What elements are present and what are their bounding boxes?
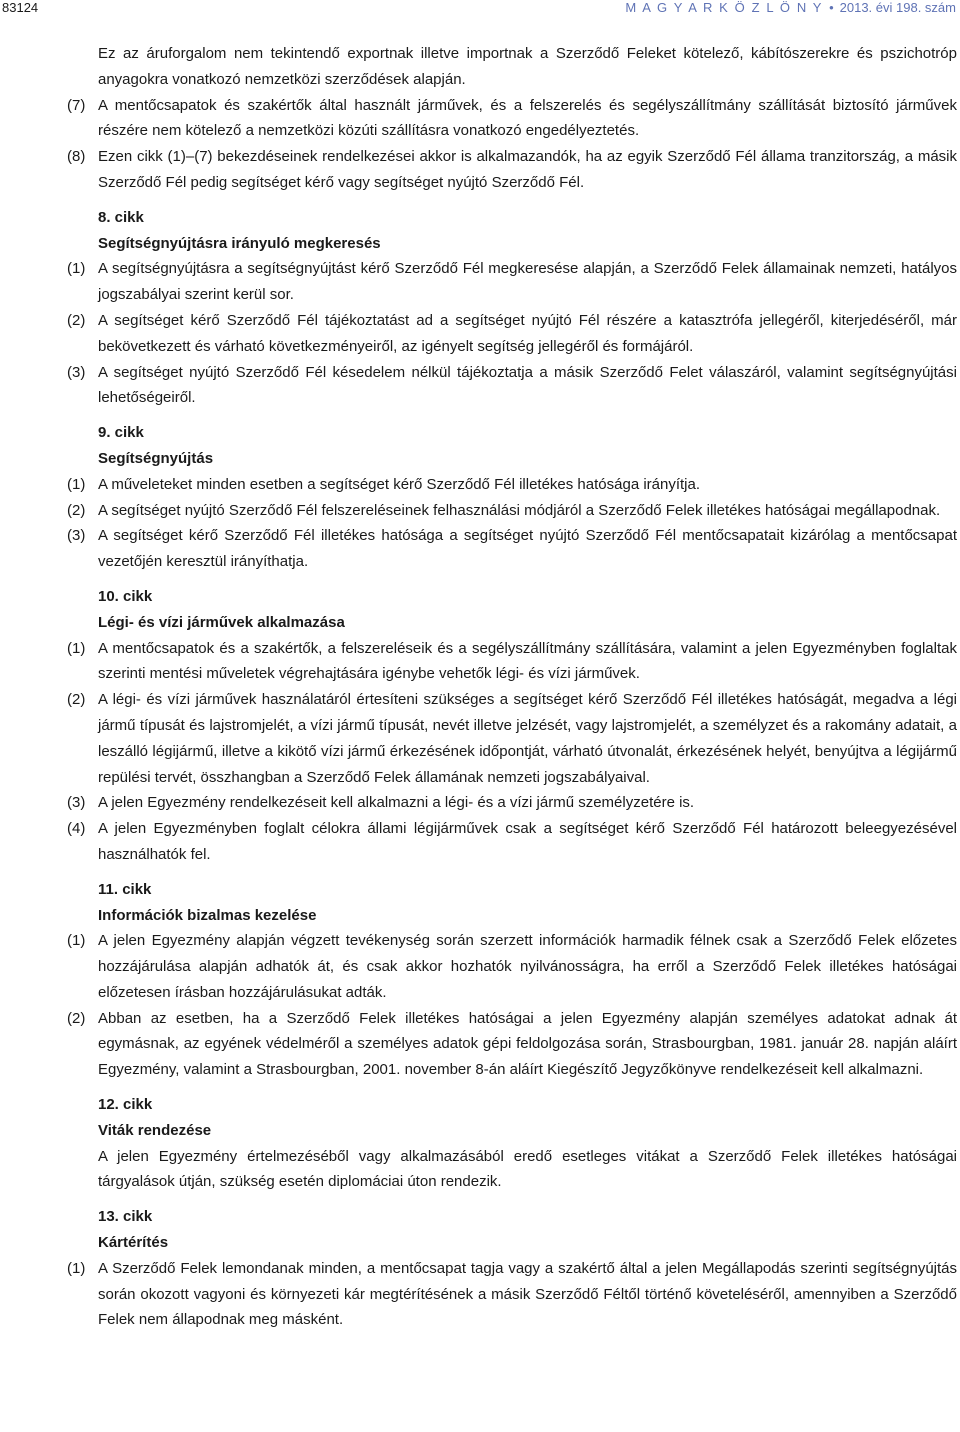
paragraph bbox=[67, 790, 957, 816]
article-heading bbox=[67, 1092, 957, 1144]
paragraph-text: A segítségnyújtásra a segítségnyújtást kérő Szerződő Fél megkeresése alapján, a Szerződő Felek államainak nemzeti, hatályos jogszabályai szerint kerül sor. bbox=[98, 260, 957, 304]
issue-number: 2013. évi 198. szám bbox=[839, 0, 956, 15]
paragraph-text: A jelen Egyezmény rendelkezéseit kell alkalmazni a légi- és a vízi jármű személyzetére is. bbox=[98, 794, 695, 812]
paragraph bbox=[67, 93, 957, 145]
paragraph-text: A segítséget nyújtó Szerződő Fél késedelem nélkül tájékoztatja a másik Szerződő Felet válaszáról, valamint segítségnyújtási lehetőségeiről. bbox=[98, 363, 957, 407]
header-bullet: • bbox=[829, 0, 834, 15]
article-section bbox=[67, 1204, 957, 1333]
publication-info bbox=[625, 0, 956, 16]
paragraph bbox=[67, 472, 957, 498]
article-title: Segítségnyújtásra irányuló megkeresés bbox=[98, 234, 381, 252]
article-number: 9. cikk bbox=[98, 424, 144, 442]
article-section bbox=[67, 584, 957, 868]
article-section bbox=[67, 205, 957, 411]
page-number: 83124 bbox=[2, 0, 39, 15]
paragraph-text: A mentőcsapatok és a szakértők, a felszereléseik és a segélyszállítmány szállítására, valamint a jelen Egyezményben foglaltak szerinti mentési műveletek végrehajtására igénybe vehetők légi- és vízi járművek. bbox=[98, 639, 957, 683]
article-title: Kártérítés bbox=[98, 1234, 169, 1252]
paragraph bbox=[67, 144, 957, 196]
paragraph bbox=[67, 523, 957, 575]
article-section bbox=[67, 41, 957, 196]
article-title: Segítségnyújtás bbox=[98, 449, 214, 467]
paragraph-number: (2) bbox=[67, 311, 86, 329]
paragraph bbox=[67, 1144, 957, 1196]
paragraph-number: (3) bbox=[67, 794, 86, 812]
paragraph-number: (3) bbox=[67, 363, 86, 381]
paragraph-number: (1) bbox=[67, 1259, 86, 1277]
paragraph bbox=[67, 928, 957, 1005]
article-title: Információk bizalmas kezelése bbox=[98, 906, 317, 924]
paragraph-text: Abban az esetben, ha a Szerződő Felek illetékes hatóságai a jelen Egyezmény alapján személyes adatokat adnak át egymásnak, az egyének védelméről a személyes adatok gépi feldolgozása során, Strasbourgban, 1981. január 28. napján aláírt Egyezmény, valamint a Strasbourgban, 2001. november 8-án aláírt Kiegészítő Jegyzőkönyve rendelkezéseit kell alkalmazni. bbox=[98, 1009, 957, 1079]
paragraph bbox=[67, 360, 957, 412]
article-number: 8. cikk bbox=[98, 208, 144, 226]
page-header bbox=[0, 0, 960, 18]
article-heading bbox=[67, 584, 957, 636]
article-section bbox=[67, 1092, 957, 1195]
article-section bbox=[67, 420, 957, 575]
paragraph-text: A jelen Egyezmény alapján végzett tevékenység során szerzett információk harmadik félnek csak a Szerződő Felek előzetes hozzájárulása alapján adhatók át, és csak akkor hozhatók nyilvánosságra, ha erről a Szerződő Felek illetékes hatóságai előzetesen írásban hozzájárulásukat adták. bbox=[98, 932, 957, 1001]
paragraph-text: Ezen cikk (1)–(7) bekezdéseinek rendelkezései akkor is alkalmazandók, ha az egyik Szerződő Fél állama tranzitország, a másik Szerződő Fél pedig segítséget kérő vagy segítséget nyújtó Szerződő Fél. bbox=[98, 148, 957, 191]
paragraph-text: A segítséget kérő Szerződő Fél illetékes hatósága a segítséget nyújtó Szerződő Fél mentőcsapatait kizárólag a mentőcsapat vezetőjén keresztül irányíthatja. bbox=[98, 527, 957, 571]
paragraph-number: (3) bbox=[67, 527, 86, 545]
paragraph-text: A Szerződő Felek lemondanak minden, a mentőcsapat tagja vagy a szakértő által a jelen Megállapodás szerinti segítségnyújtás során okozott vagyoni és környezeti kár megtérítésének a másik Szerződő Féltől történő követeléséről, amennyiben a Szerződő Felek nem állapodnak meg másként. bbox=[98, 1259, 957, 1329]
article-number: 12. cikk bbox=[98, 1096, 153, 1114]
paragraph bbox=[67, 256, 957, 308]
paragraph-text: A jelen Egyezményben foglalt célokra állami légijárművek csak a segítséget kérő Szerződő Fél határozott beleegyezésével használhatók fel. bbox=[98, 820, 957, 863]
paragraph-number: (2) bbox=[67, 1009, 86, 1027]
article-number: 11. cikk bbox=[98, 880, 152, 898]
paragraph-number: (1) bbox=[67, 639, 86, 657]
paragraph bbox=[67, 687, 957, 790]
article-heading bbox=[67, 205, 957, 257]
paragraph bbox=[67, 41, 957, 93]
paragraph bbox=[67, 816, 957, 868]
article-heading bbox=[67, 1204, 957, 1256]
paragraph bbox=[67, 308, 957, 360]
article-title: Légi- és vízi járművek alkalmazása bbox=[98, 613, 345, 631]
article-heading bbox=[67, 877, 957, 929]
paragraph bbox=[67, 498, 957, 524]
article-title: Viták rendezése bbox=[98, 1121, 212, 1139]
paragraph-text: A segítséget nyújtó Szerződő Fél felszereléseinek felhasználási módjáról a Szerződő Felek illetékes hatóságai megállapodnak. bbox=[98, 501, 941, 519]
paragraph-number: (2) bbox=[67, 501, 86, 519]
paragraph-text: A légi- és vízi járművek használatáról értesíteni szükséges a segítséget kérő Szerződő Fél illetékes hatóságát, megadva a légi jármű típusát és lajstromjelét, a vízi jármű típusát, nevét illetve jelzését, vagy lajstromjelét, a személyzet és a rakomány adatait, a leszálló légijármű, illetve a kikötő vízi jármű érkezésének időpontját, várható útvonalát, érkezésének helyét, benyújtva a légijármű repülési tervét, összhangban a Szerződő Felek államának nemzeti jogszabályaival. bbox=[98, 691, 957, 786]
paragraph-number: (1) bbox=[67, 260, 86, 278]
paragraph-number: (4) bbox=[67, 820, 86, 838]
paragraph-number: (7) bbox=[67, 96, 86, 114]
paragraph-text: A jelen Egyezmény értelmezéséből vagy alkalmazásából eredő esetleges vitákat a Szerződő Felek illetékes hatóságai tárgyalások útján, szükség esetén diplomáciai úton rendezik. bbox=[98, 1147, 957, 1191]
paragraph bbox=[67, 1006, 957, 1083]
article-section bbox=[67, 877, 957, 1083]
magazine-name: M A G Y A R K Ö Z L Ö N Y bbox=[625, 0, 824, 15]
paragraph-text: Ez az áruforgalom nem tekintendő exportnak illetve importnak a Szerződő Feleket kötelező, kábítószerekre és pszichotróp anyagokra vonatkozó nemzetközi szerződések alapján. bbox=[98, 45, 957, 88]
article-heading bbox=[67, 420, 957, 472]
paragraph-number: (8) bbox=[67, 148, 86, 166]
paragraph-text: A műveleteket minden esetben a segítséget kérő Szerződő Fél illetékes hatósága irányítja. bbox=[98, 475, 701, 493]
paragraph-number: (1) bbox=[67, 932, 86, 950]
paragraph bbox=[67, 1256, 957, 1333]
article-number: 13. cikk bbox=[98, 1208, 153, 1226]
paragraph-text: A segítséget kérő Szerződő Fél tájékoztatást ad a segítséget nyújtó Fél részére a katasztrófa jellegéről, kiterjedéséről, már bekövetkezett és várható következményeiről, az igényelt segítség jellegéről és formájáról. bbox=[98, 311, 957, 355]
document-body bbox=[67, 41, 957, 1333]
paragraph-number: (1) bbox=[67, 475, 86, 493]
paragraph-number: (2) bbox=[67, 691, 86, 709]
article-number: 10. cikk bbox=[98, 587, 153, 605]
paragraph-text: A mentőcsapatok és szakértők által használt járművek, és a felszerelés és segélyszállítmány szállítását biztosító járművek részére nem kötelező a nemzetközi közúti szállításra vonatkozó engedélyeztetés. bbox=[98, 96, 957, 140]
paragraph bbox=[67, 636, 957, 688]
